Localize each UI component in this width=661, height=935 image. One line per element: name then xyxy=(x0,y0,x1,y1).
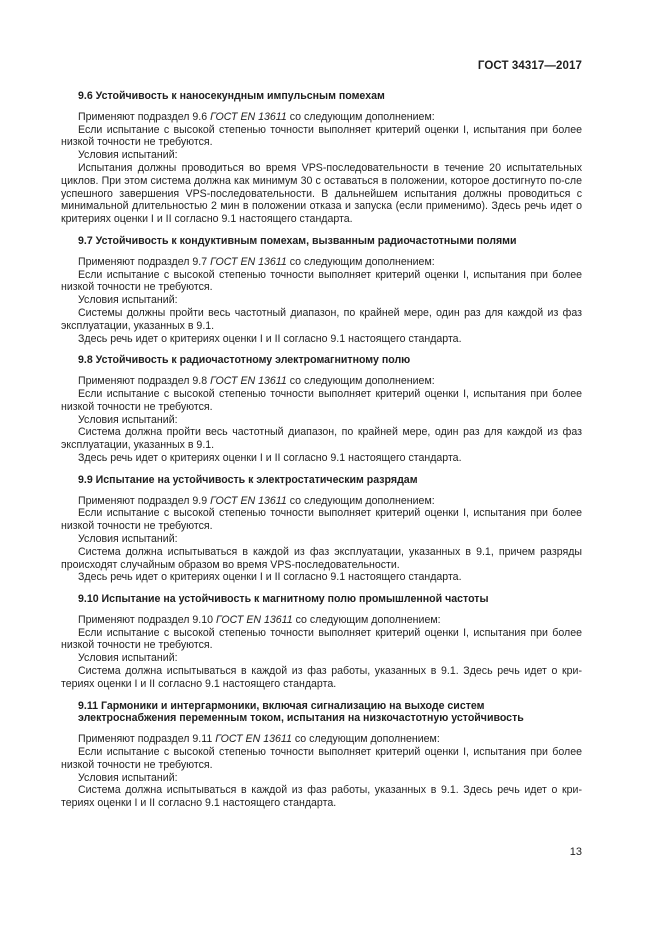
apply-text: Применяют подраздел 9.8 xyxy=(78,375,211,388)
section-heading: 9.6 Устойчивость к наносекундным импульсным помехам xyxy=(78,90,385,102)
heading-line-2: электроснабжения переменным током, испытания на низкочастотную устойчивость xyxy=(78,712,524,725)
apply-text: Применяют подраздел 9.10 xyxy=(78,613,216,626)
apply-text: Применяют подраздел 9.6 xyxy=(78,110,211,123)
standard-reference: ГОСТ EN 13611 xyxy=(210,494,287,507)
section-9-7 xyxy=(61,235,582,345)
conditions-label: Условия испытаний: xyxy=(78,771,178,784)
section-9-11 xyxy=(61,700,582,810)
paragraph: Система должна пройти весь частотный диапазон, по крайней мере, один раз для каждой из фаз эксплуатации, указанных в 9.1. xyxy=(61,426,582,452)
paragraph: Система должна испытываться в каждой из фаз работы, указанных в 9.1. Здесь речь идет о кри-териях оценки I и II согласно 9.1 настоящего стандарта. xyxy=(61,665,582,690)
section-heading: 9.9 Испытание на устойчивость к электростатическим разрядам xyxy=(78,473,418,486)
section-heading xyxy=(61,700,582,726)
paragraph: Если испытание с высокой степенью точности выполняет критерий оценки I, испытания при более низкой точности не требуются. xyxy=(61,507,582,533)
paragraph: Система должна испытываться в каждой из фаз работы, указанных в 9.1. Здесь речь идет о кри-териях оценки I и II согласно 9.1 настоящего стандарта. xyxy=(61,784,582,810)
paragraph: Здесь речь идет о критериях оценки I и II согласно 9.1 настоящего стандарта. xyxy=(78,332,462,345)
paragraph: Если испытание с высокой степенью точности выполняет критерий оценки I, испытания при более низкой точности не требуются. xyxy=(61,268,582,294)
standard-reference: ГОСТ EN 13611 xyxy=(210,375,287,388)
paragraph: Системы должны пройти весь частотный диапазон, по крайней мере, один раз для каждой из фаз эксплуатации, указанных в 9.1. xyxy=(61,306,582,332)
standard-reference: ГОСТ EN 13611 xyxy=(215,733,292,746)
section-heading: 9.7 Устойчивость к кондуктивным помехам, вызванным радиочастотными полями xyxy=(78,234,517,247)
apply-text-tail: со следующим дополнением: xyxy=(286,494,435,507)
section-9-6 xyxy=(61,90,582,226)
paragraph: Здесь речь идет о критериях оценки I и II согласно 9.1 настоящего стандарта. xyxy=(78,451,462,464)
section-9-9 xyxy=(61,474,582,584)
standard-reference: ГОСТ EN 13611 xyxy=(215,613,293,626)
heading-line-1: 9.11 Гармоники и интергармоники, включая сигнализацию на выходе систем xyxy=(78,699,485,712)
section-heading: 9.8 Устойчивость к радиочастотному электромагнитному полю xyxy=(78,354,411,367)
paragraph: Если испытание с высокой степенью точности выполняет критерий оценки I, испытания при более низкой точности не требуются. xyxy=(61,387,582,413)
standard-reference: ГОСТ EN 13611 xyxy=(210,255,287,268)
conditions-label: Условия испытаний: xyxy=(78,149,178,162)
paragraph: Система должна испытываться в каждой из фаз эксплуатации, указанных в 9.1, причем разряды происходят случайным образом во время VPS-последовательности. xyxy=(61,545,582,571)
apply-paragraph xyxy=(61,256,582,269)
section-heading: 9.10 Испытание на устойчивость к магнитному полю промышленной частоты xyxy=(78,593,489,606)
conditions-label: Условия испытаний: xyxy=(78,413,178,426)
apply-paragraph xyxy=(61,733,582,746)
paragraph: Если испытание с высокой степенью точности выполняет критерий оценки I, испытания при более низкой точности не требуются. xyxy=(61,123,582,149)
section-9-10 xyxy=(61,593,582,691)
apply-paragraph xyxy=(61,495,582,508)
paragraph: Здесь речь идет о критериях оценки I и II согласно 9.1 настоящего стандарта. xyxy=(78,571,462,584)
apply-text: Применяют подраздел 9.9 xyxy=(78,494,211,507)
apply-text-tail: со следующим дополнением: xyxy=(286,110,435,123)
apply-text-tail: со следующим дополнением: xyxy=(292,613,441,626)
apply-text: Применяют подраздел 9.11 xyxy=(78,733,216,746)
apply-paragraph xyxy=(61,614,582,627)
conditions-label: Условия испытаний: xyxy=(78,532,178,545)
apply-paragraph xyxy=(61,375,582,388)
apply-text-tail: со следующим дополнением: xyxy=(291,733,440,746)
paragraph: Если испытание с высокой степенью точности выполняет критерий оценки I, испытания при более низкой точности не требуются. xyxy=(61,746,582,771)
paragraph: Испытания должны проводиться во время VPS-последовательности в течение 20 испытательных циклов. При этом система должна как минимум 30 с оставаться в положении, которое достигнуто по-сле успешного завершения VPS-последовательности. В дальнейшем испытания должны проводиться с минимальной длительностью 2 мин в положении отказа и запуска (если применимо). Здесь речь идет о критериях оценки I и II согласно 9.1 настоящего стандарта. xyxy=(61,161,582,226)
page-number: 13 xyxy=(569,846,582,858)
standard-header: ГОСТ 34317—2017 xyxy=(477,60,582,72)
conditions-label: Условия испытаний: xyxy=(78,652,178,665)
apply-text: Применяют подраздел 9.7 xyxy=(78,255,211,268)
apply-paragraph xyxy=(61,111,582,124)
apply-text-tail: со следующим дополнением: xyxy=(286,255,435,268)
apply-text-tail: со следующим дополнением: xyxy=(286,375,435,388)
conditions-label: Условия испытаний: xyxy=(78,294,178,307)
section-9-8 xyxy=(61,354,582,464)
standard-reference: ГОСТ EN 13611 xyxy=(210,110,287,123)
document-body xyxy=(61,90,582,819)
paragraph: Если испытание с высокой степенью точности выполняет критерий оценки I, испытания при более низкой точности не требуются. xyxy=(61,626,582,652)
